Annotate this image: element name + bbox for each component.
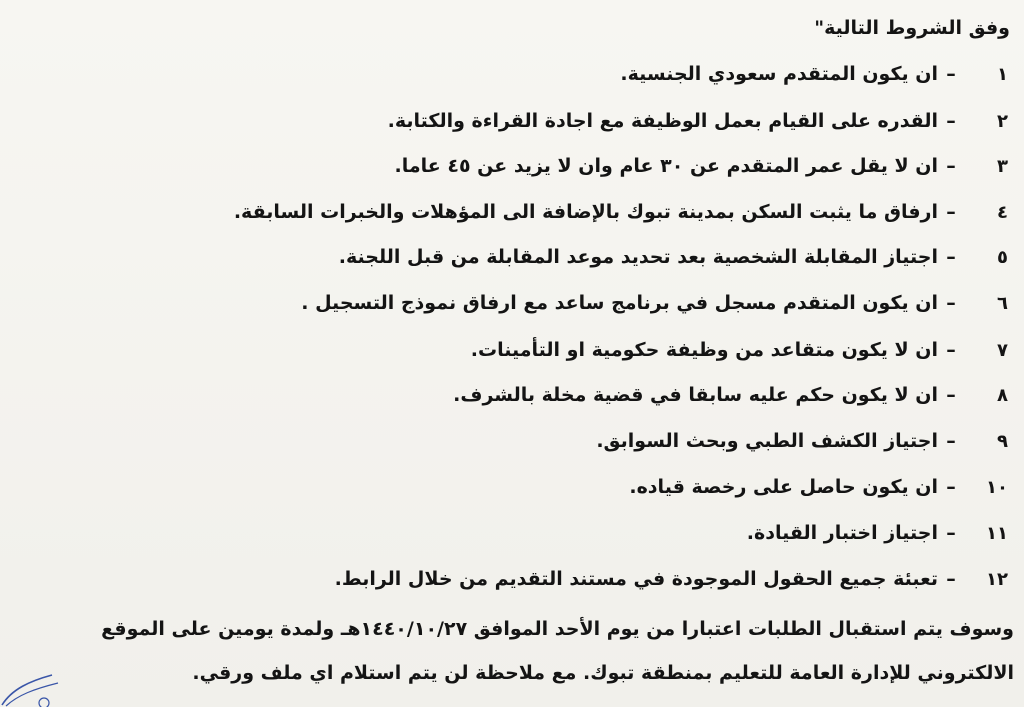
condition-text: ان لا يكون حكم عليه سابقا في قضية مخلة بالشرف. [453,384,938,406]
condition-number: ٨ [997,384,1008,406]
condition-number: ١ [997,63,1008,85]
condition-item [620,57,1008,91]
condition-item [596,424,1008,458]
condition-item [388,104,1008,138]
condition-item [453,378,1008,412]
intro-heading: وفق الشروط التالية" [814,17,1010,39]
condition-dash: – [946,110,956,132]
condition-number: ١٢ [986,568,1008,590]
stamp-mark-icon [0,667,60,707]
condition-dash: – [946,292,956,314]
condition-number: ١٠ [986,476,1008,498]
condition-item [629,470,1008,504]
condition-text: اجتياز اختبار القيادة. [746,522,938,544]
condition-dash: – [946,246,956,268]
condition-text: ان يكون المتقدم مسجل في برنامج ساعد مع ارفاق نموذج التسجيل . [301,292,938,314]
condition-number: ٣ [997,155,1008,177]
condition-item [471,333,1008,367]
condition-dash: – [946,339,956,361]
condition-item [301,286,1008,320]
condition-text: ان لا يقل عمر المتقدم عن ٣٠ عام وان لا يزيد عن ٤٥ عاما. [394,155,938,177]
condition-number: ٤ [997,201,1008,223]
condition-dash: – [946,384,956,406]
condition-item [747,516,1008,550]
condition-number: ٦ [997,292,1008,314]
condition-item [395,149,1008,183]
condition-text: ان لا يكون متقاعد من وظيفة حكومية او التأمينات. [470,339,938,361]
condition-text: اجتياز الكشف الطبي وبحث السوابق. [596,430,938,452]
footer-paragraph-line: وسوف يتم استقبال الطلبات اعتبارا من يوم الأحد الموافق ١٤٤٠/١٠/٢٧هـ ولمدة يومين على الموقع [101,618,1014,640]
condition-dash: – [946,430,956,452]
condition-text: ان يكون المتقدم سعودي الجنسية. [620,63,938,85]
condition-number: ٧ [997,339,1008,361]
condition-dash: – [946,568,956,590]
condition-dash: – [946,63,956,85]
condition-dash: – [946,476,956,498]
footer-paragraph-line: الالكتروني للإدارة العامة للتعليم بمنطقة تبوك. مع ملاحظة لن يتم استلام اي ملف ورقي. [192,662,1014,684]
condition-number: ٢ [997,110,1008,132]
condition-dash: – [946,522,956,544]
condition-text: القدره على القيام بعمل الوظيفة مع اجادة القراءة والكتابة. [387,110,938,132]
condition-text: اجتياز المقابلة الشخصية بعد تحديد موعد المقابلة من قبل اللجنة. [338,246,938,268]
condition-item [339,240,1008,274]
condition-text: تعبئة جميع الحقول الموجودة في مستند التقديم من خلال الرابط. [334,568,938,590]
condition-dash: – [946,201,956,223]
condition-text: ارفاق ما يثبت السكن بمدينة تبوك بالإضافة الى المؤهلات والخبرات السابقة. [233,201,938,223]
condition-item [335,562,1008,596]
condition-number: ٩ [997,430,1008,452]
condition-dash: – [946,155,956,177]
condition-text: ان يكون حاصل على رخصة قياده. [629,476,938,498]
condition-number: ١١ [986,522,1008,544]
condition-item [234,195,1008,229]
condition-number: ٥ [997,246,1008,268]
